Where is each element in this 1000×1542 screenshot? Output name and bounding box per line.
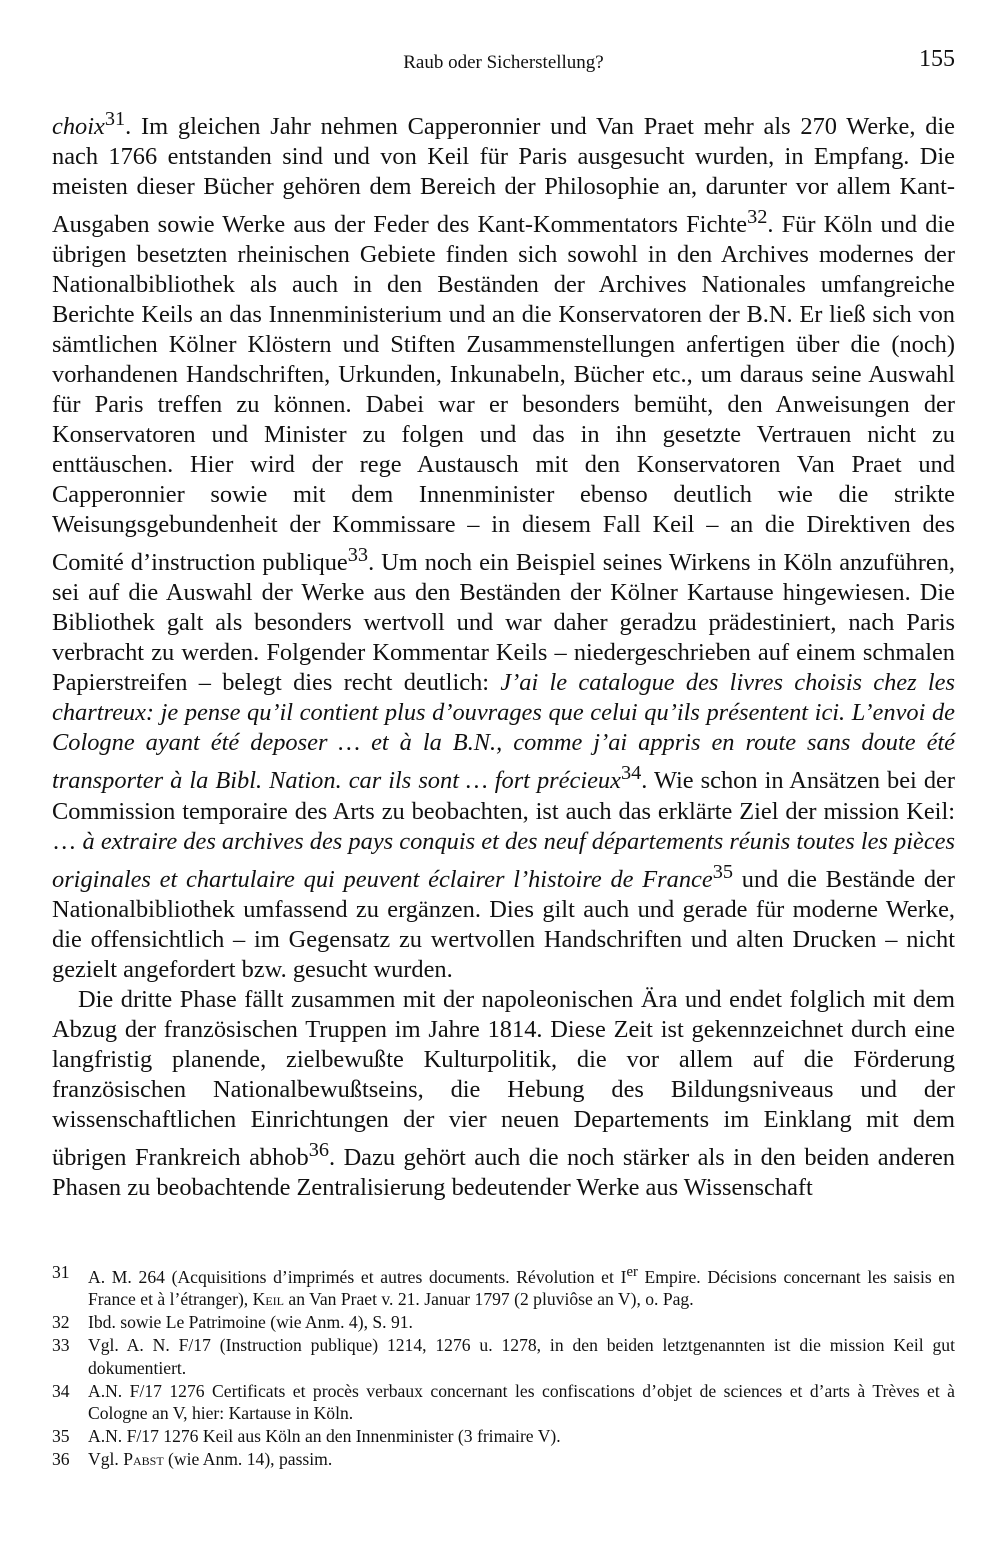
text-run: und die Bestände der Nationalbibliothek umfassend zu ergänzen. Dies gilt auch und gerade für moderne Werke, die offensichtlich – im Gegensatz zu wertvollen Handschriften und alten Drucken – nicht gezielt angefordert bzw. gesucht wurden. [52,865,955,983]
footnote [52,1448,955,1471]
footnote [52,1334,955,1380]
text-run: Empire. Décisions concernant les saisis en France et à l’étranger), [88,1266,955,1310]
text-run: . Im gleichen Jahr nehmen Capperonnier und Van Praet mehr als 270 Werke, die nach 1766 entstanden sind und von Keil für Paris ausgesucht wurden, in Empfang. Die meisten dieser Bücher gehören dem Bereich der Philosophie an, darunter vor allem Kant-Ausgaben sowie Werke aus der Feder des Kant-Kommentators Fichte [52,113,955,239]
text-run: A.N. F/17 1276 Certificats et procès verbaux concernant les confiscations d’objet de sciences et d’arts à Trèves et à Cologne an V, hier: Kartause in Köln. [88,1380,955,1424]
italic-text: choix [52,113,105,141]
superscript: 33 [347,544,369,567]
superscript: er [626,1263,638,1280]
footnote-number: 33 [52,1335,70,1355]
italic-text: à extraire des archives des pays conquis et des neuf départements réunis toutes les pièces originales et chartulaire qui peuvent éclairer l’histoire de France [52,827,955,893]
footnote [52,1311,955,1334]
superscript: 34 [620,762,642,785]
footnote-text [88,1380,955,1426]
footnote-number: 32 [52,1312,70,1333]
body-text [52,104,955,1203]
text-run: . Dazu gehört auch die noch stärker als in den beiden anderen Phasen zu beobachtende Zentralisierung bedeutender Werke aus Wissenschaft [52,1143,955,1201]
superscript: 32 [747,206,768,229]
page-header [52,40,955,80]
footnote-number: 34 [52,1380,70,1401]
body-paragraph [52,104,955,985]
footnote-text [88,1425,955,1448]
text-run: . Um noch ein Beispiel seines Wirkens in Köln anzuführen, sei auf die Auswahl der Werke aus den Beständen der Kölner Kartause hingewiesen. Die Bibliothek galt als besonders wertvoll und war daher geradzu prädestiniert, nach Paris verbracht zu werden. Folgender Kommentar Keils – niedergeschrieben auf einem schmalen Papierstreifen – belegt dies recht deutlich: [52,549,956,697]
text-run: Ibd. sowie Le Patrimoine (wie Anm. 4), S. 91. [88,1312,413,1333]
superscript: 36 [308,1138,330,1161]
text-run: A.N. F/17 1276 Keil aus Köln an den Innenminister (3 frimaire V). [88,1426,561,1447]
text-run: Vgl. [88,1448,124,1469]
page-number: 155 [919,46,955,72]
footnote-number: 35 [52,1426,70,1447]
body-paragraph [52,985,955,1203]
superscript: 35 [712,860,734,883]
footnote [52,1261,955,1311]
superscript: 31 [104,108,126,130]
footnote-text [88,1334,955,1380]
text-run: Vgl. A. N. F/17 (Instruction publique) 1214, 1276 u. 1278, in den beiden letztgenannten ist die mission Keil gut dokumentiert. [88,1335,955,1378]
footnote-text [88,1261,955,1311]
footnotes [52,1261,955,1471]
text-run: . Für Köln und die übrigen besetzten rheinischen Gebiete finden sich sowohl in den Archives modernes der Nationalbibliothek als auch in den Beständen der Archives Nationales umfangreiche Berichte Keils an das Innenministerium und an die Konservatoren der B.N. Er ließ sich von sämtlichen Kölner Klöstern und Stiften Zusammenstellungen anfertigen über die (noch) vorhandenen Handschriften, Urkunden, Inkunabeln, Bücher etc., um daraus seine Auswahl für Paris treffen zu können. Dabei war er besonders bemüht, den Anweisungen der Konservatoren und Minister zu folgen und das in ihn gesetzte Vertrauen nicht zu enttäuschen. Hier wird der rege Austausch mit den Konservatoren Van Praet und Capperonnier sowie mit dem Innenminister ebenso deutlich wie die strikte Weisungsgebundenheit der Kommissare – in diesem Fall Keil – an die Direktiven des Comité d’instruction publique [52,211,955,577]
footnote-number: 31 [52,1261,70,1282]
footnote-text [88,1311,955,1334]
text-run: . Wie schon in Ansätzen bei der Commission temporaire des Arts zu beobachten, ist auch das erklärte Ziel der mission Keil: … [52,767,955,855]
italic-text: J’ai le catalogue des livres choisis chez les chartreux: je pense qu’il contient plus d’ouvrages que celui qu’ils présentent ici. L’envoi de Cologne ayant été deposer … et à la B.N., comme j’ai appris en route sans doute été transporter à la Bibl. Nation. car ils sont … fort précieux [52,669,956,795]
author-name: Keil [252,1289,284,1310]
footnote [52,1380,955,1426]
footnote-text [88,1448,955,1471]
footnote [52,1425,955,1448]
book-page [52,40,955,1471]
running-title: Raub oder Sicherstellung? [403,52,604,73]
footnote-number: 36 [52,1448,70,1469]
text-run: Die dritte Phase fällt zusammen mit der napoleonischen Ära und endet folglich mit dem Abzug der französischen Truppen im Jahre 1814. Diese Zeit ist gekennzeichnet durch eine langfristig planende, zielbewußte Kulturpolitik, die vor allem auf die Förderung französischen Nationalbewußtseins, die Hebung des Bildungsniveaus und der wissenschaftlichen Einrichtungen der vier neuen Departements im Einklang mit dem übrigen Frankreich abhob [52,985,955,1171]
text-run: A. M. 264 (Acquisitions d’imprimés et autres documents. Révolution et I [88,1266,627,1287]
author-name: Pabst [123,1448,164,1469]
text-run: (wie Anm. 14), passim. [163,1448,333,1469]
text-run: an Van Praet v. 21. Januar 1797 (2 pluviôse an V), o. Pag. [283,1289,694,1310]
